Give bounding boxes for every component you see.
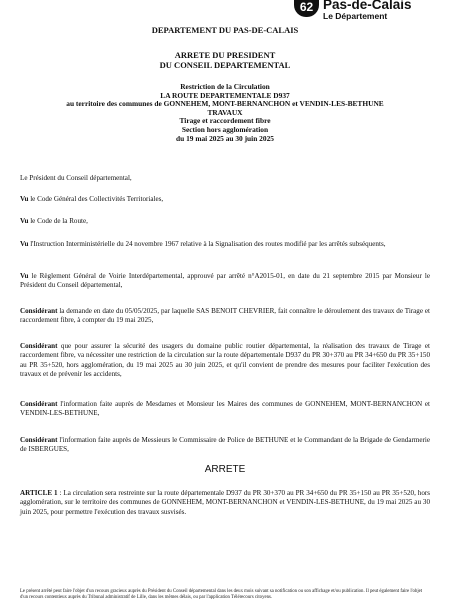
considerant-text: la demande en date du 05/05/2025, par laquelle SAS BENOIT CHEVRIER, fait connaître le déroulement des travaux de Tirage et raccordement fibre, à compter du 19 mai 2025, (20, 307, 430, 325)
considerant-text: l'information faite auprès de Messieurs le Commissaire de Police de BETHUNE et le Commandant de la Brigade de Gendarmerie de ISBERGUES, (20, 436, 430, 454)
subject-line: TRAVAUX (207, 107, 243, 117)
considerant-keyword: Considérant (20, 307, 58, 315)
visa-code-route (20, 217, 430, 226)
subject-line: Tirage et raccordement fibre (179, 116, 271, 126)
logo-subtitle: Le Département (323, 11, 388, 21)
subject-line: Restriction de la Circulation (180, 82, 270, 91)
considerant-maires (20, 400, 430, 419)
visa-instruction (20, 240, 430, 249)
considerant-police (20, 436, 430, 455)
arrete-heading-line1: ARRETE DU PRESIDENT (174, 50, 276, 60)
subject-line: du 19 mai 2025 au 30 juin 2025 (176, 133, 274, 143)
visa-text: l'Instruction Interministérielle du 24 novembre 1967 relative à la Signalisation des routes modifié par les arrêtés subséquents, (28, 240, 386, 248)
department-heading: DEPARTEMENT DU PAS-DE-CALAIS (151, 25, 299, 35)
subject-line: LA ROUTE DEPARTEMENTALE D937 (160, 90, 290, 100)
visa-reglement (20, 272, 430, 291)
visa-text: le Code Général des Collectivités Territoriales, (28, 195, 164, 203)
subject-line: au territoire des communes de GONNEHEM, MONT-BERNANCHON et VENDIN-LES-BETHUNE (66, 99, 384, 109)
subject-block (20, 83, 430, 143)
department-logo (294, 0, 450, 24)
visa-text: le Code de la Route, (28, 217, 88, 225)
considerant-securite (20, 342, 430, 379)
arrete-heading-line2: DU CONSEIL DEPARTEMENTAL (159, 60, 291, 70)
department-number-badge: 62 (294, 0, 319, 17)
president-intro: Le Président du Conseil départemental, (20, 174, 132, 182)
considerant-text: l'information faite auprès de Mesdames et Monsieur les Maires des communes de GONNEHEM, MONT-BERNANCHON et VENDIN-LES-BETHUNE, (20, 400, 430, 418)
considerant-demande (20, 307, 430, 326)
considerant-keyword: Considérant (20, 436, 58, 444)
visa-keyword: Vu (20, 217, 29, 225)
considerant-keyword: Considérant (20, 400, 58, 408)
visa-code-collectivites (20, 195, 430, 204)
visa-keyword: Vu (20, 272, 29, 280)
article-number: ARTICLE 1 (20, 489, 58, 497)
logo-text (323, 0, 412, 21)
subject-line: Section hors agglomération (181, 124, 269, 134)
article-text: : La circulation sera restreinte sur la route départementale D937 du PR 30+370 au PR 34+650 du PR 35+150 au PR 35+520, hors agglomération, sur le territoire des communes de GONNEHEM, MONT-BERNANCHON et VENDIN-LES-BETHUNE, du 19 mai 2025 au 30 juin 2025, pour permettre l'exécution des travaux susvisés. (20, 489, 430, 516)
visa-text: le Règlement Général de Voirie Interdépartemental, approuvé par arrêté n°A2015-01, en date du 21 septembre 2015 par Monsieur le Président du Conseil départemental, (20, 272, 430, 290)
considerant-text: que pour assurer la sécurité des usagers du domaine public routier départemental, la réalisation des travaux de Tirage et raccordement fibre, va nécessiter une restriction de la circulation sur la route départementale D937 du PR 30+370 au PR 34+650 du PR 35+150 au PR 35+520, hors agglomération, du 19 mai 2025 au 30 juin 2025, et qu'il convient de prendre des mesures pour faciliter l'exécution des travaux et de prévenir les accidents, (20, 342, 430, 378)
legal-footer: Le présent arrêté peut faire l'objet d'un recours gracieux auprès du Président du Conseil départemental dans les deux mois suivant sa notification ou son affichage et/ou publication. Il peut également faire l'objet d'un recours contentieux auprès du Tribunal administratif de Lille, dans les mêmes délais, ou par l'application Télérecours citoyens. (20, 589, 423, 600)
visa-keyword: Vu (20, 240, 29, 248)
article-1 (20, 489, 430, 517)
visa-keyword: Vu (20, 195, 29, 203)
logo-name: Pas-de-Calais (323, 0, 412, 12)
arrete-section-title: ARRETE (204, 464, 246, 475)
considerant-keyword: Considérant (20, 342, 58, 350)
